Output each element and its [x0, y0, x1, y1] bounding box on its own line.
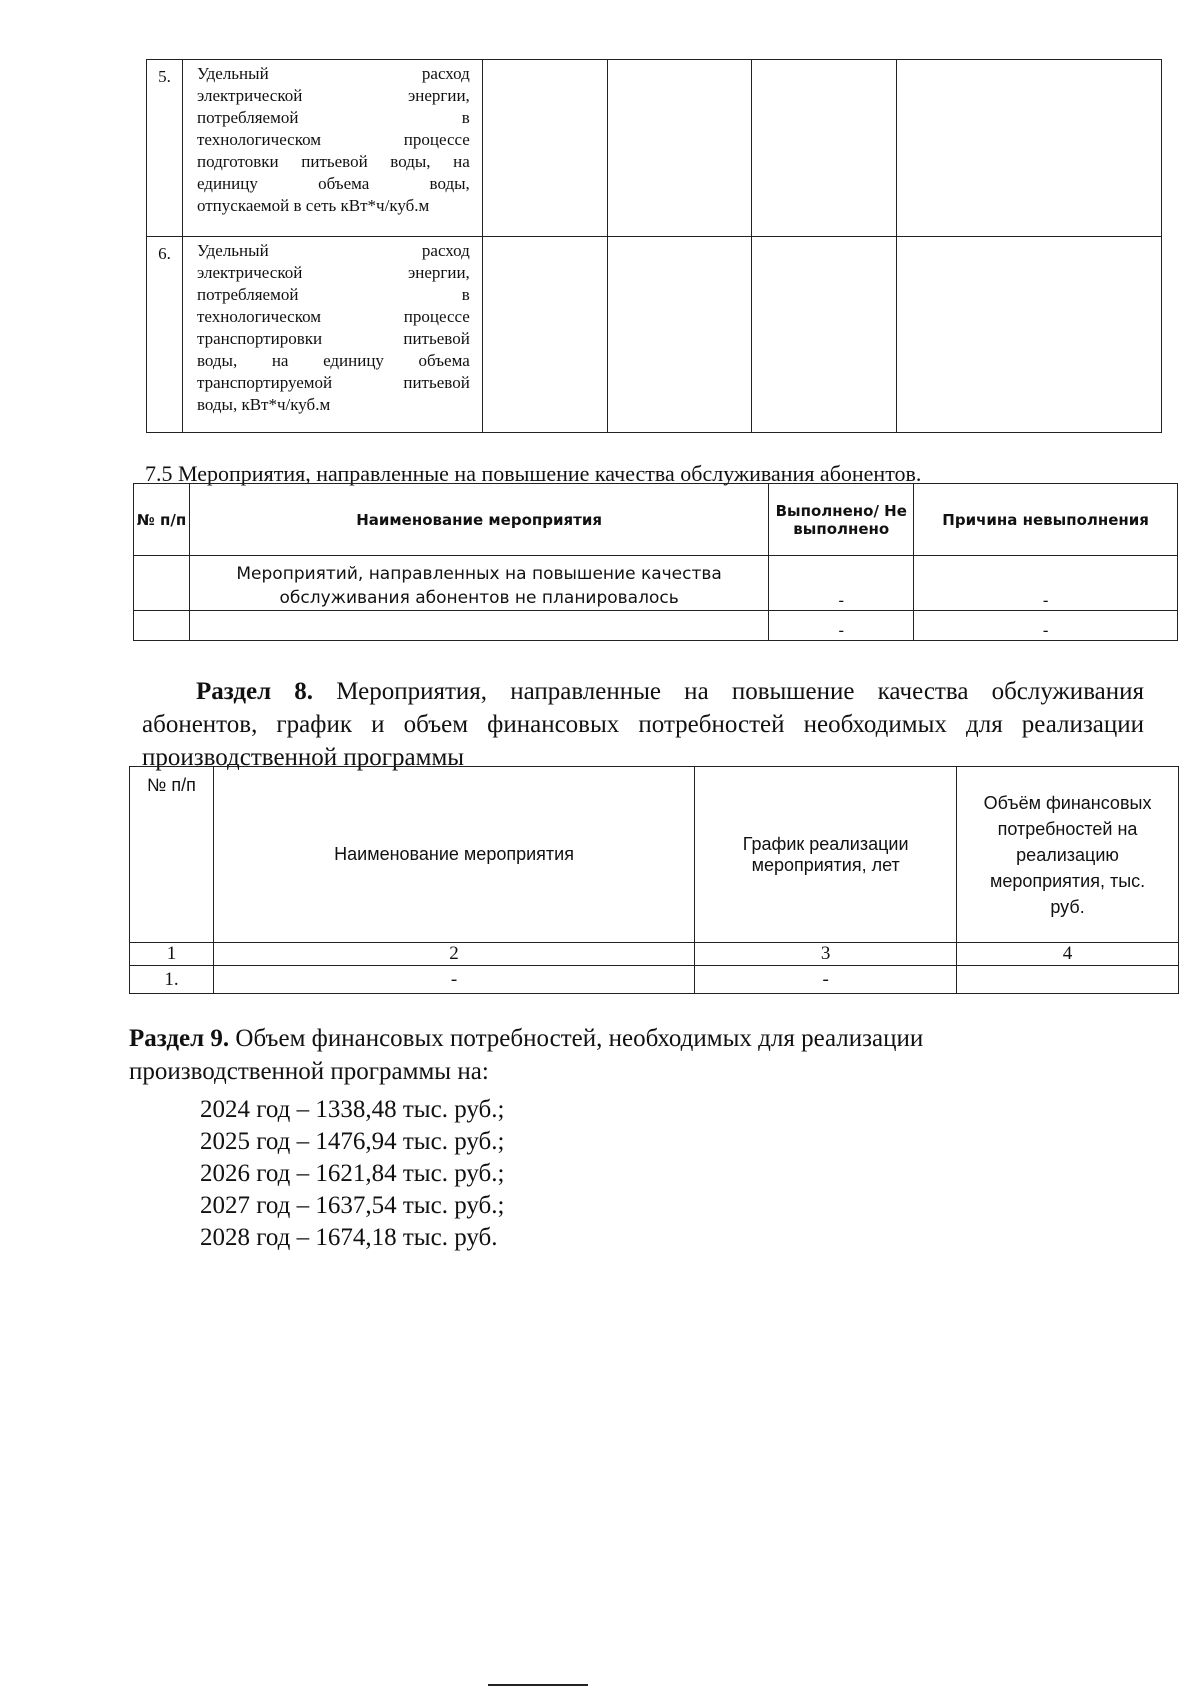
- row-number: 1.: [130, 966, 214, 994]
- column-header-name: Наименование мероприятия: [213, 767, 694, 943]
- empty-cell: [607, 237, 752, 433]
- table-row: [134, 556, 1178, 611]
- year-amount-line: 2026 год – 1621,84 тыс. руб.;: [200, 1160, 505, 1187]
- table-row: [134, 611, 1178, 641]
- table-row: [147, 60, 1162, 237]
- done-status: -: [769, 611, 914, 641]
- column-header-name: Наименование мероприятия: [189, 484, 768, 556]
- empty-cell: [482, 237, 607, 433]
- column-index: 2: [213, 943, 694, 966]
- empty-cell: [607, 60, 752, 237]
- column-header-number: № п/п: [130, 767, 214, 943]
- table-header-row: [130, 767, 1179, 943]
- column-header-volume: Объём финансовых потребностей на реализацию мероприятия, тыс. руб.: [957, 767, 1179, 943]
- volume-value: [957, 966, 1179, 994]
- column-index: 3: [695, 943, 957, 966]
- year-amount-line: 2024 год – 1338,48 тыс. руб.;: [200, 1096, 505, 1123]
- section-8-label: Раздел 8.: [196, 678, 314, 705]
- empty-cell: [752, 237, 897, 433]
- section-9-label: Раздел 9.: [129, 1025, 230, 1052]
- column-header-schedule: График реализации мероприятия, лет: [695, 767, 957, 943]
- column-header-reason: Причина невыполнения: [914, 484, 1178, 556]
- done-status: -: [769, 556, 914, 611]
- section-9-text: Объем финансовых потребностей, необходимых для реализации производственной программы на:: [129, 1025, 924, 1085]
- row-number: 5.: [147, 60, 183, 237]
- table-row: [130, 966, 1179, 994]
- column-header-number: № п/п: [134, 484, 190, 556]
- activity-name: -: [213, 966, 694, 994]
- empty-cell: [897, 237, 1162, 433]
- row-number: 6.: [147, 237, 183, 433]
- column-index: 4: [957, 943, 1179, 966]
- table-row: [147, 237, 1162, 433]
- year-amount-line: 2027 год – 1637,54 тыс. руб.;: [200, 1192, 505, 1219]
- activity-name: Мероприятий, направленных на повышение качества обслуживания абонентов не планировалось: [189, 556, 768, 611]
- table-header-row: [134, 484, 1178, 556]
- reason: -: [914, 556, 1178, 611]
- section-8-paragraph: [142, 675, 1144, 774]
- section-9-paragraph: [129, 1022, 1059, 1088]
- row-number: [134, 556, 190, 611]
- indicator-name: Удельный расход электрической энергии, потребляемой в технологическом процессе транспортировки питьевой воды, на единицу объема транспортируемой питьевой воды, кВт*ч/куб.м: [182, 237, 482, 433]
- bottom-rule: [488, 1684, 588, 1686]
- column-index: 1: [130, 943, 214, 966]
- service-quality-table: [133, 483, 1178, 641]
- year-amount-line: 2025 год – 1476,94 тыс. руб.;: [200, 1128, 505, 1155]
- row-number: [134, 611, 190, 641]
- activity-name: [189, 611, 768, 641]
- column-header-done: Выполнено/ Не выполнено: [769, 484, 914, 556]
- empty-cell: [897, 60, 1162, 237]
- indicators-table: [146, 59, 1162, 433]
- schedule-value: -: [695, 966, 957, 994]
- empty-cell: [752, 60, 897, 237]
- yearly-financing-list: [200, 1094, 800, 1254]
- year-amount-line: 2028 год – 1674,18 тыс. руб.: [200, 1224, 498, 1251]
- column-index-row: [130, 943, 1179, 966]
- empty-cell: [482, 60, 607, 237]
- financing-table: [129, 766, 1179, 994]
- reason: -: [914, 611, 1178, 641]
- section-7-5-heading: 7.5 Мероприятия, направленные на повышение качества обслуживания абонентов.: [145, 461, 922, 486]
- section-8-text: Мероприятия, направленные на повышение качества обслуживания абонентов, график и объем финансовых потребностей необходимых для реализации производственной программы: [142, 678, 1145, 771]
- indicator-name: Удельный расход электрической энергии, потребляемой в технологическом процессе подготовки питьевой воды, на единицу объема воды, отпускаемой в сеть кВт*ч/куб.м: [182, 60, 482, 237]
